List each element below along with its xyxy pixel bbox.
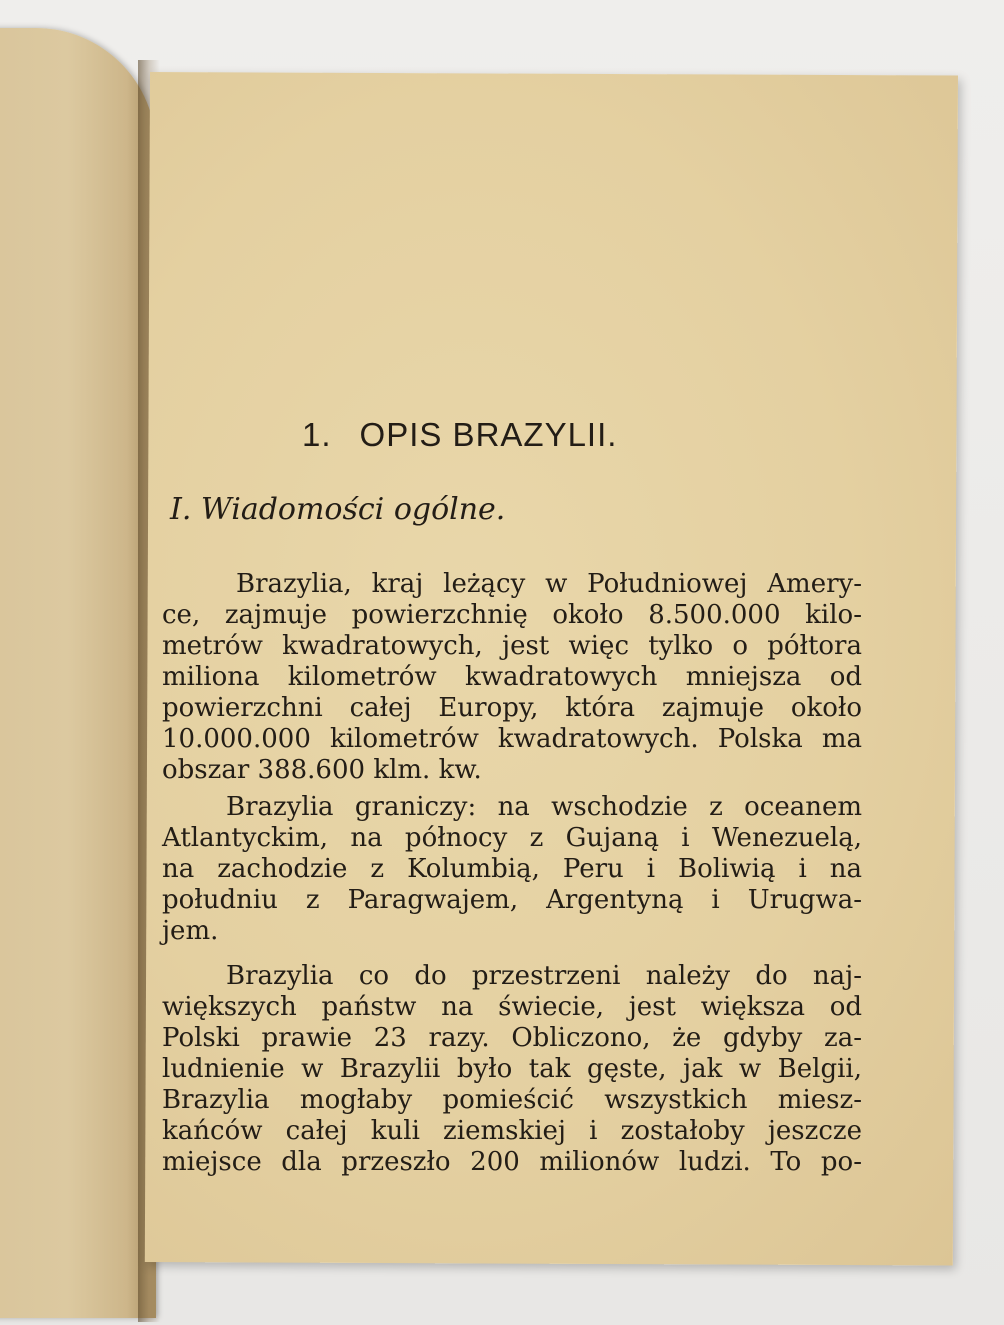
text-line: Brazylia graniczy: na wschodzie z oceanem [226, 792, 862, 822]
chapter-title: OPIS BRAZYLII. [359, 416, 618, 453]
text-line: większych państw na świecie, jest większa od [162, 992, 862, 1022]
text-line: metrów kwadratowych, jest więc tylko o półtora [162, 631, 862, 661]
text-line: Brazylia, kraj leżący w Południowej Amery- [236, 569, 862, 599]
text-line: południu z Paragwajem, Argentyną i Urugwa- [162, 885, 862, 915]
text-line: jem. [162, 916, 219, 946]
chapter-heading [302, 418, 862, 451]
paragraph-1 [162, 569, 862, 786]
text-line: 10.000.000 kilometrów kwadratowych. Polska ma [162, 724, 862, 754]
text-line: ludnienie w Brazylii było tak gęste, jak w Belgii, [162, 1054, 862, 1084]
text-line: na zachodzie z Kolumbią, Peru i Boliwią i na [162, 854, 862, 884]
paragraph-3 [162, 961, 862, 1178]
text-line: obszar 388.600 klm. kw. [162, 755, 482, 785]
chapter-number: 1. [302, 416, 332, 453]
left-page [0, 28, 156, 1318]
text-line: miejsce dla przeszło 200 milionów ludzi. To po- [162, 1147, 862, 1177]
text-line: miliona kilometrów kwadratowych mniejsza od [162, 662, 862, 692]
section-title: I. Wiadomości ogólne. [170, 492, 506, 527]
text-line: Brazylia co do przestrzeni należy do naj- [226, 961, 862, 991]
text-line: ce, zajmuje powierzchnię około 8.500.000 kilo- [162, 600, 862, 630]
paragraph-2 [162, 792, 862, 947]
page-text [162, 418, 862, 1178]
text-line: kańców całej kuli ziemskiej i zostałoby jeszcze [162, 1116, 862, 1146]
text-line: Brazylia mogłaby pomieścić wszystkich miesz- [162, 1085, 862, 1115]
text-line: powierzchni całej Europy, która zajmuje około [162, 693, 862, 723]
text-line: Polski prawie 23 razy. Obliczono, że gdyby za- [162, 1023, 862, 1053]
text-line: Atlantyckim, na północy z Gujaną i Wenezuelą, [162, 823, 862, 853]
